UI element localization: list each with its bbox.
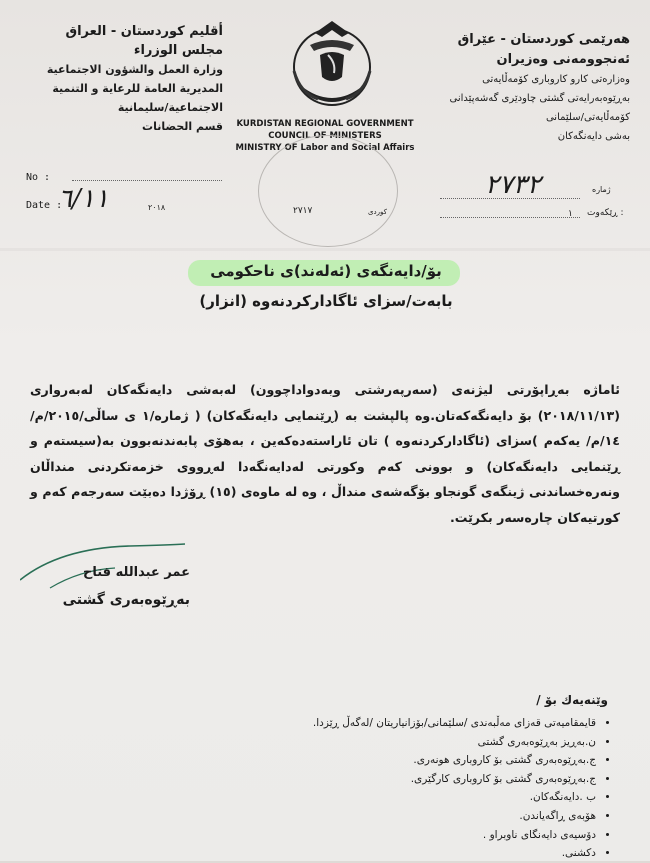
government-line-2: COUNCIL OF MINISTERS [268, 131, 382, 141]
arabic-department: قسم الحضانات [142, 120, 223, 133]
kurdistan-emblem-icon [270, 15, 395, 115]
copies-item: • ج.بەڕێوەبەری گشتی بۆ كاروباری كارگێری. [156, 770, 596, 789]
copies-item: • دكشنی. [156, 844, 596, 863]
attachment-value: ١ [568, 209, 573, 219]
arabic-ministry: وزارة العمل والشؤون الاجتماعية [46, 63, 223, 76]
date-year: ٢٠١٨ [148, 203, 166, 212]
copies-list [156, 714, 610, 863]
kurdish-letterhead [420, 30, 630, 146]
copies-title: وێنەیەك بۆ / [536, 693, 608, 707]
copies-item: • هۆبەی ڕاگەیاندن. [156, 807, 596, 826]
arabic-letterhead [18, 22, 223, 136]
date-handwritten: ٦/١١ [58, 184, 109, 214]
copies-item: • قایمقامیەتی قەزای مەڵبەندی /سلێمانی/بۆزانیاریتان /لەگەڵ ڕێزدا. [156, 714, 596, 733]
kurdish-directorate: بەڕێوەبەرایەتی گشتی چاودێری گەشەپێدانی [449, 93, 630, 104]
kurdish-region: هەرێمی كوردستان - عێراق [457, 32, 630, 47]
reference-label: ژمارە [592, 185, 611, 194]
letter-subject: بابەت/سزای ئاگاداركردنەوە (انزار) [199, 292, 453, 310]
arabic-region: أقليم كوردستان - العراق [65, 24, 223, 39]
copies-item: • ن.بەڕیز بەڕێوەبەری گشتی [156, 733, 596, 752]
signatory-title: بەڕێوەبەری گشتی [62, 592, 190, 608]
copies-item: • ب .دایەنگەكان. [156, 788, 596, 807]
copies-item: • دۆسیەی دایەنگای ناوبراو . [156, 826, 596, 845]
kurdish-directorate-city: كۆمەڵایەتی/سلێمانی [545, 112, 630, 123]
reference-handwritten: ٢٧٣٢ [485, 170, 541, 200]
letter-recipient: بۆ/دایەنگەی (ئەلەند)ی ناحكومی [210, 262, 442, 280]
letter-body: ئاماژە بەڕاپۆرتی لیژنەی (سەرپەرشتی وبەدواداچوون) لەبەشی دایەنگەكان لەبەرواری (٢٠١٨/١١/١٣) بۆ دایەنگەكەتان.وە پالپشت بە (ڕێنمایی دایەنگەكان) ( ژمارە/١ ی ساڵی/٢٠١٥/م/١٤/م/ یەكەم )سزای (ئاگاداركردنەوە ) تان ئاراستەدەكەین ، بەهۆی پابەندنەبوون بە(سیستەم و ڕێنمایی دایەنگەكان) و بوونی كەم وكورتی لەدایەنگەدا لەڕووی خزمەتكردنی منداڵان ونەرەخساندنی ژینگەی گونجاو بۆگەشەی منداڵ ، وە لە ماوەی (١٥) ڕۆژدا دەبێت سەرجەم كەم و كورتیەكان چارەسەر بكرێت. [30, 382, 621, 525]
kurdish-department: بەشی دایەنگەكان [557, 131, 630, 142]
government-line-1: KURDISTAN REGIONAL GOVERNMENT [236, 119, 414, 129]
attachment-dotted-line [440, 217, 580, 218]
reference-dotted-line [440, 198, 580, 199]
kurdish-ministry: وەزارەتی كارو كاروباری كۆمەڵایەتی [482, 74, 630, 85]
arabic-directorate-city: الاجتماعية/سليمانية [117, 101, 223, 114]
government-line-3: MINISTRY OF Labor and Social Affairs [235, 143, 415, 153]
number-dotted-line [72, 180, 222, 181]
signatory-name: عمر عبدالله فتاح [82, 565, 190, 580]
copies-item: • ج.بەڕێوەبەری گشتی بۆ كاروباری هونەری. [156, 751, 596, 770]
arabic-council: مجلس الوزراء [133, 43, 223, 58]
arabic-directorate: المديرية العامة للرعاية و التنمية [52, 82, 223, 95]
kurdish-year-label: كوردی [368, 208, 387, 216]
number-label: No : [26, 172, 51, 183]
faded-stamp [258, 135, 398, 247]
kurdish-year: ٢٧١٧ [293, 206, 313, 216]
attachment-label: ڕێكەوت : [587, 208, 624, 218]
kurdish-council: ئەنجوومەنی وەزیران [496, 52, 630, 67]
paper-fold [0, 248, 650, 251]
date-label: Date : [26, 200, 63, 211]
